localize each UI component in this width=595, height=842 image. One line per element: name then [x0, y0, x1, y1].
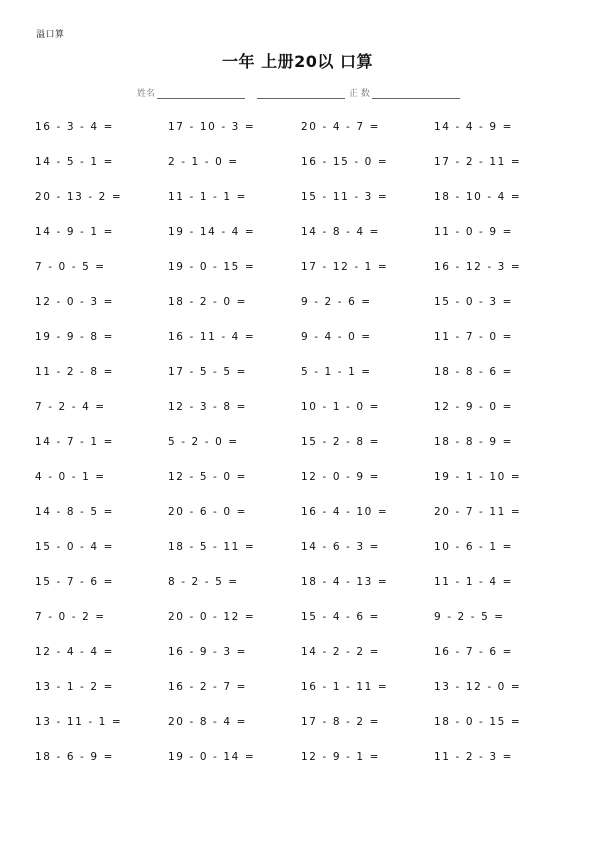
name-line [157, 90, 245, 99]
name-label: 姓名 [137, 89, 156, 99]
problem-row [35, 191, 575, 226]
problem-item: 16 - 9 - 3 = [168, 646, 247, 658]
problem-item: 19 - 14 - 4 = [168, 226, 256, 238]
problem-item: 15 - 11 - 3 = [301, 191, 389, 203]
problem-item: 8 - 2 - 5 = [168, 576, 239, 588]
problem-item: 18 - 10 - 4 = [434, 191, 522, 203]
problem-item: 12 - 5 - 0 = [168, 471, 247, 483]
problem-row [35, 576, 575, 611]
problem-row [35, 261, 575, 296]
problem-item: 18 - 2 - 0 = [168, 296, 247, 308]
problem-item: 19 - 9 - 8 = [35, 331, 114, 343]
problem-row [35, 541, 575, 576]
problem-item: 15 - 2 - 8 = [301, 436, 380, 448]
worksheet-title: 一年 上册20以 口算 [222, 52, 373, 71]
problem-item: 13 - 11 - 1 = [35, 716, 123, 728]
problem-item: 7 - 0 - 5 = [35, 261, 106, 273]
problem-item: 16 - 1 - 11 = [301, 681, 389, 693]
problem-item: 19 - 0 - 15 = [168, 261, 256, 273]
problem-row [35, 436, 575, 471]
correct-count-label: 正 数 [349, 89, 370, 99]
problem-row [35, 471, 575, 506]
problem-item: 18 - 8 - 9 = [434, 436, 513, 448]
problem-item: 11 - 2 - 3 = [434, 751, 513, 763]
problem-item: 14 - 9 - 1 = [35, 226, 114, 238]
problem-item: 13 - 1 - 2 = [35, 681, 114, 693]
problem-item: 14 - 5 - 1 = [35, 156, 114, 168]
problem-item: 20 - 8 - 4 = [168, 716, 247, 728]
problem-item: 18 - 6 - 9 = [35, 751, 114, 763]
problem-item: 14 - 2 - 2 = [301, 646, 380, 658]
problem-item: 18 - 4 - 13 = [301, 576, 389, 588]
problem-row [35, 121, 575, 156]
brand-label: 溢口算 [36, 30, 65, 40]
problem-item: 11 - 1 - 4 = [434, 576, 513, 588]
problem-item: 16 - 2 - 7 = [168, 681, 247, 693]
problem-item: 14 - 8 - 5 = [35, 506, 114, 518]
problem-row [35, 751, 575, 786]
problem-item: 15 - 7 - 6 = [35, 576, 114, 588]
problem-item: 7 - 2 - 4 = [35, 401, 106, 413]
problem-item: 13 - 12 - 0 = [434, 681, 522, 693]
problem-item: 12 - 4 - 4 = [35, 646, 114, 658]
problem-item: 18 - 5 - 11 = [168, 541, 256, 553]
problem-item: 14 - 4 - 9 = [434, 121, 513, 133]
problem-grid [35, 121, 575, 786]
problem-item: 9 - 2 - 6 = [301, 296, 372, 308]
problem-row [35, 611, 575, 646]
problem-item: 19 - 1 - 10 = [434, 471, 522, 483]
problem-item: 15 - 4 - 6 = [301, 611, 380, 623]
problem-item: 12 - 0 - 9 = [301, 471, 380, 483]
problem-item: 5 - 1 - 1 = [301, 366, 372, 378]
problem-item: 11 - 2 - 8 = [35, 366, 114, 378]
correct-line-right [372, 90, 460, 99]
problem-item: 9 - 2 - 5 = [434, 611, 505, 623]
problem-item: 20 - 6 - 0 = [168, 506, 247, 518]
problem-item: 16 - 4 - 10 = [301, 506, 389, 518]
problem-item: 9 - 4 - 0 = [301, 331, 372, 343]
problem-item: 20 - 7 - 11 = [434, 506, 522, 518]
correct-count-field [257, 86, 460, 99]
problem-item: 17 - 8 - 2 = [301, 716, 380, 728]
problem-item: 20 - 4 - 7 = [301, 121, 380, 133]
problem-row [35, 156, 575, 191]
problem-row [35, 296, 575, 331]
problem-row [35, 366, 575, 401]
problem-item: 11 - 1 - 1 = [168, 191, 247, 203]
problem-row [35, 681, 575, 716]
problem-item: 7 - 0 - 2 = [35, 611, 106, 623]
problem-item: 20 - 13 - 2 = [35, 191, 123, 203]
problem-item: 19 - 0 - 14 = [168, 751, 256, 763]
problem-row [35, 506, 575, 541]
problem-row [35, 646, 575, 681]
problem-item: 14 - 6 - 3 = [301, 541, 380, 553]
problem-item: 11 - 0 - 9 = [434, 226, 513, 238]
problem-item: 17 - 2 - 11 = [434, 156, 522, 168]
problem-item: 18 - 0 - 15 = [434, 716, 522, 728]
problem-row [35, 401, 575, 436]
problem-item: 16 - 3 - 4 = [35, 121, 114, 133]
problem-row [35, 226, 575, 261]
problem-item: 5 - 2 - 0 = [168, 436, 239, 448]
problem-item: 4 - 0 - 1 = [35, 471, 106, 483]
problem-item: 16 - 12 - 3 = [434, 261, 522, 273]
problem-item: 17 - 12 - 1 = [301, 261, 389, 273]
problem-item: 15 - 0 - 4 = [35, 541, 114, 553]
problem-item: 11 - 7 - 0 = [434, 331, 513, 343]
problem-item: 16 - 15 - 0 = [301, 156, 389, 168]
name-field [137, 86, 245, 99]
problem-item: 12 - 9 - 0 = [434, 401, 513, 413]
problem-item: 15 - 0 - 3 = [434, 296, 513, 308]
problem-item: 2 - 1 - 0 = [168, 156, 239, 168]
problem-row [35, 331, 575, 366]
correct-line-left [257, 90, 345, 99]
problem-item: 12 - 3 - 8 = [168, 401, 247, 413]
problem-item: 18 - 8 - 6 = [434, 366, 513, 378]
problem-item: 17 - 5 - 5 = [168, 366, 247, 378]
problem-item: 10 - 1 - 0 = [301, 401, 380, 413]
problem-item: 17 - 10 - 3 = [168, 121, 256, 133]
problem-item: 14 - 8 - 4 = [301, 226, 380, 238]
problem-item: 12 - 0 - 3 = [35, 296, 114, 308]
problem-item: 20 - 0 - 12 = [168, 611, 256, 623]
problem-item: 16 - 7 - 6 = [434, 646, 513, 658]
problem-item: 10 - 6 - 1 = [434, 541, 513, 553]
problem-item: 14 - 7 - 1 = [35, 436, 114, 448]
problem-item: 12 - 9 - 1 = [301, 751, 380, 763]
problem-item: 16 - 11 - 4 = [168, 331, 256, 343]
problem-row [35, 716, 575, 751]
